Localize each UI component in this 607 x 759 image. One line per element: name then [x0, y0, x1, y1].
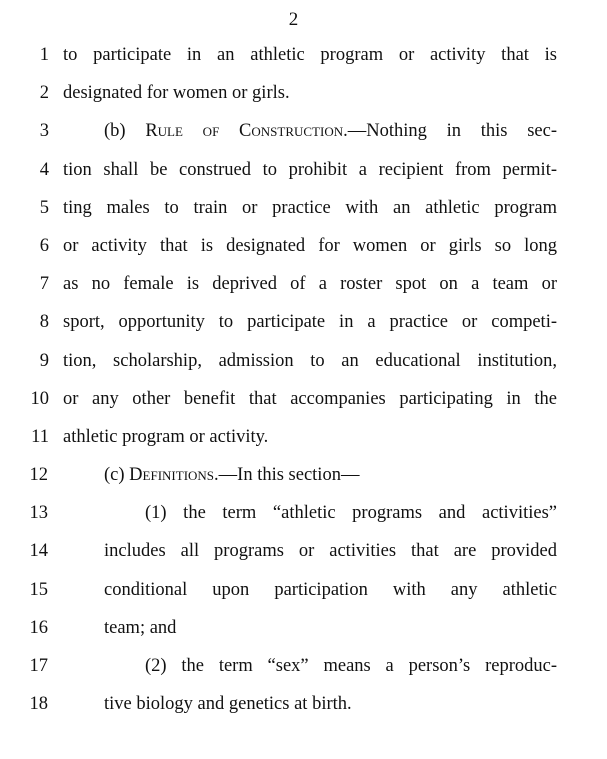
line-number: 2: [39, 83, 49, 104]
line-text: tion shall be construed to prohibit a recipient from permit-: [63, 159, 557, 180]
line-number: 18: [29, 694, 48, 715]
line-number: 14: [29, 541, 48, 562]
line-number: 17: [29, 656, 48, 676]
line-text: includes all programs or activities that are provided: [104, 541, 557, 562]
line-text: (2) the term “sex” means a person’s reproduc-: [145, 656, 557, 676]
bill-line: [0, 347, 607, 385]
bill-line: [0, 385, 607, 423]
bill-line: [0, 652, 607, 690]
line-number: 9: [39, 350, 49, 371]
line-text: (1) the term “athletic programs and activities”: [145, 503, 557, 524]
bill-line: [0, 537, 607, 575]
line-text: to participate in an athletic program or activity that is: [63, 45, 557, 65]
bill-line: [0, 79, 607, 117]
bill-line: [0, 308, 607, 346]
line-text: tion, scholarship, admission to an educational institution,: [63, 350, 557, 371]
line-text: athletic program or activity.: [63, 426, 269, 447]
page-number: 2: [288, 9, 299, 30]
line-number: 11: [31, 426, 49, 447]
bill-line: [0, 614, 607, 652]
line-text: or activity that is designated for women or girls so long: [63, 235, 557, 256]
bill-line: [0, 461, 607, 499]
line-number: 6: [39, 235, 49, 256]
bill-line: [0, 690, 607, 728]
line-text: team; and: [104, 617, 177, 638]
line-text: tive biology and genetics at birth.: [104, 694, 352, 715]
bill-line: [0, 499, 607, 537]
line-text: (b) Rule of Construction.—Nothing in this sec-: [104, 121, 558, 142]
line-number: 10: [30, 388, 49, 409]
line-number: 16: [29, 617, 48, 638]
bill-line: [0, 270, 607, 308]
line-number: 1: [39, 45, 49, 65]
bill-line: [0, 41, 607, 79]
bill-line: [0, 232, 607, 270]
bill-line: [0, 194, 607, 232]
line-number: 5: [39, 197, 49, 218]
line-text: or any other benefit that accompanies participating in the: [63, 388, 557, 409]
line-number: 13: [29, 503, 48, 524]
bill-line: [0, 576, 607, 614]
line-text: as no female is deprived of a roster spot on a team or: [63, 274, 557, 295]
line-number: 3: [39, 121, 49, 142]
line-text: sport, opportunity to participate in a practice or competi-: [63, 312, 557, 333]
line-text: conditional upon participation with any athletic: [104, 579, 557, 600]
line-number: 7: [39, 274, 49, 295]
bill-line: [0, 156, 607, 194]
bill-line: [0, 117, 607, 155]
bill-text: [0, 41, 607, 728]
line-number: 12: [29, 465, 48, 486]
line-number: 15: [29, 579, 48, 600]
bill-line: [0, 423, 607, 461]
line-text: ting males to train or practice with an athletic program: [63, 197, 557, 218]
line-number: 8: [39, 312, 49, 333]
line-number: 4: [39, 159, 49, 180]
line-text: (c) Definitions.—In this section—: [104, 465, 360, 486]
line-text: designated for women or girls.: [63, 83, 290, 104]
